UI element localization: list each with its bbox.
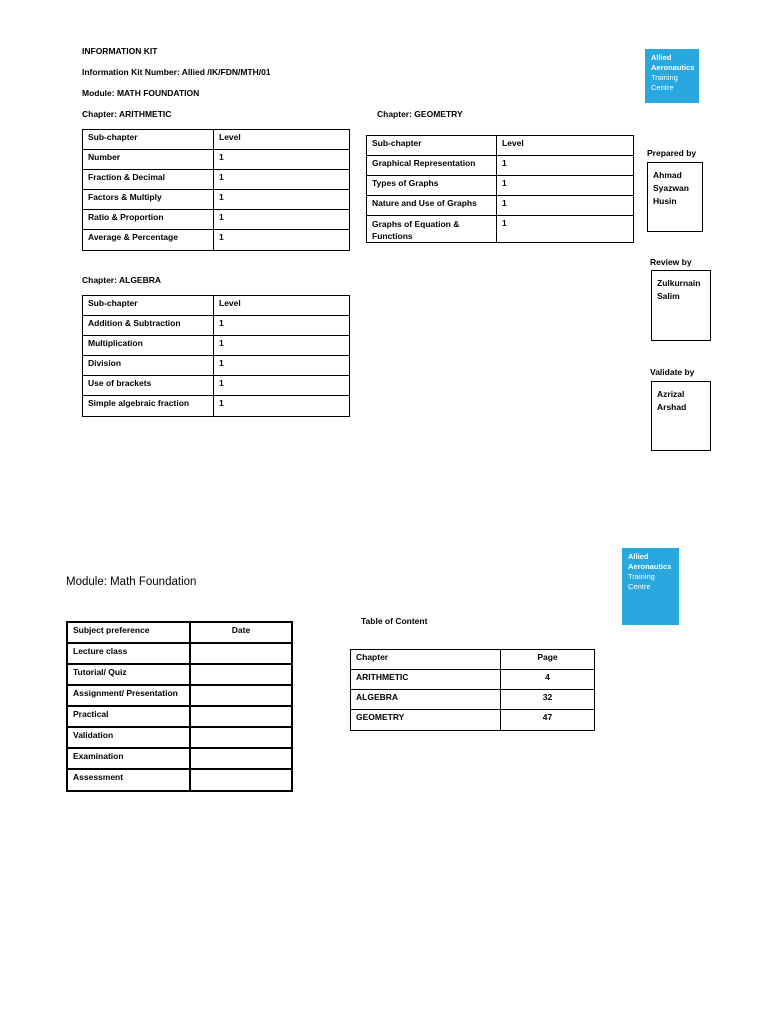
date-cell bbox=[190, 643, 292, 664]
review-by-box: Zulkurnain Salim bbox=[651, 270, 711, 341]
arithmetic-heading: Chapter: ARITHMETIC bbox=[82, 109, 172, 119]
table-row bbox=[83, 376, 350, 396]
col-header-level: Level bbox=[497, 136, 634, 156]
level-cell: 1 bbox=[214, 376, 350, 396]
level-cell: 1 bbox=[497, 176, 634, 196]
page-cell: 32 bbox=[501, 690, 595, 710]
col-header-chapter: Chapter bbox=[351, 650, 501, 670]
level-cell: 1 bbox=[214, 150, 350, 170]
sub-chapter-cell: Addition & Subtraction bbox=[83, 316, 214, 336]
date-cell bbox=[190, 769, 292, 791]
col-header-level: Level bbox=[214, 130, 350, 150]
geometry-heading: Chapter: GEOMETRY bbox=[377, 109, 463, 119]
table-row bbox=[351, 710, 595, 731]
document-title: INFORMATION KIT bbox=[82, 46, 158, 56]
toc-table bbox=[350, 649, 595, 731]
page-cell: 47 bbox=[501, 710, 595, 731]
table-row bbox=[83, 170, 350, 190]
subject-cell: Practical bbox=[67, 706, 190, 727]
col-header-sub: Sub-chapter bbox=[83, 130, 214, 150]
subject-cell: Assessment bbox=[67, 769, 190, 791]
sub-chapter-cell: Simple algebraic fraction bbox=[83, 396, 214, 417]
arithmetic-table bbox=[82, 129, 350, 251]
date-cell bbox=[190, 748, 292, 769]
sub-chapter-cell: Nature and Use of Graphs bbox=[367, 196, 497, 216]
table-row bbox=[67, 706, 292, 727]
level-cell: 1 bbox=[214, 356, 350, 376]
sub-chapter-cell: Number bbox=[83, 150, 214, 170]
table-row bbox=[83, 336, 350, 356]
chapter-cell: ALGEBRA bbox=[351, 690, 501, 710]
subject-cell: Examination bbox=[67, 748, 190, 769]
date-cell bbox=[190, 685, 292, 706]
prepared-by-label: Prepared by bbox=[647, 148, 697, 158]
col-header-page: Page bbox=[501, 650, 595, 670]
subject-cell: Tutorial/ Quiz bbox=[67, 664, 190, 685]
sub-chapter-cell: Use of brackets bbox=[83, 376, 214, 396]
col-header-date: Date bbox=[190, 622, 292, 643]
geometry-table bbox=[366, 135, 634, 243]
date-cell bbox=[190, 664, 292, 685]
col-header-level: Level bbox=[214, 296, 350, 316]
level-cell: 1 bbox=[497, 156, 634, 176]
table-row bbox=[367, 216, 634, 243]
table-row bbox=[67, 748, 292, 769]
table-row bbox=[83, 356, 350, 376]
allied-logo: Allied Aeronautics Training Centre bbox=[645, 49, 699, 103]
module-title: Module: Math Foundation bbox=[66, 576, 197, 588]
col-header-subject: Subject preference bbox=[67, 622, 190, 643]
chapter-cell: GEOMETRY bbox=[351, 710, 501, 731]
kit-number: Information Kit Number: Allied /IK/FDN/MTH/01 bbox=[82, 67, 271, 77]
level-cell: 1 bbox=[214, 396, 350, 417]
algebra-heading: Chapter: ALGEBRA bbox=[82, 275, 162, 285]
table-row bbox=[67, 769, 292, 791]
level-cell: 1 bbox=[497, 216, 634, 243]
table-row bbox=[83, 396, 350, 417]
subject-cell: Validation bbox=[67, 727, 190, 748]
validate-by-box: Azrizal Arshad bbox=[651, 381, 711, 451]
table-row bbox=[351, 670, 595, 690]
level-cell: 1 bbox=[214, 316, 350, 336]
level-cell: 1 bbox=[214, 210, 350, 230]
review-by-label: Review by bbox=[650, 257, 692, 267]
module-label: Module: MATH FOUNDATION bbox=[82, 88, 200, 98]
sub-chapter-cell: Graphical Representation bbox=[367, 156, 497, 176]
validate-by-label: Validate by bbox=[650, 367, 695, 377]
sub-chapter-cell: Graphs of Equation & Functions bbox=[367, 216, 497, 243]
table-row bbox=[83, 316, 350, 336]
table-row bbox=[67, 685, 292, 706]
col-header-sub: Sub-chapter bbox=[367, 136, 497, 156]
table-row bbox=[83, 210, 350, 230]
table-row bbox=[67, 643, 292, 664]
allied-logo: Allied Aeronautics Training Centre bbox=[622, 548, 679, 625]
sub-chapter-cell: Average & Percentage bbox=[83, 230, 214, 251]
toc-heading: Table of Content bbox=[361, 616, 428, 626]
table-row bbox=[67, 664, 292, 685]
sub-chapter-cell: Types of Graphs bbox=[367, 176, 497, 196]
subject-cell: Lecture class bbox=[67, 643, 190, 664]
sub-chapter-cell: Multiplication bbox=[83, 336, 214, 356]
sub-chapter-cell: Factors & Multiply bbox=[83, 190, 214, 210]
date-cell bbox=[190, 706, 292, 727]
table-row bbox=[83, 190, 350, 210]
table-row bbox=[351, 690, 595, 710]
table-row bbox=[367, 156, 634, 176]
table-row bbox=[83, 150, 350, 170]
col-header-sub: Sub-chapter bbox=[83, 296, 214, 316]
algebra-table bbox=[82, 295, 350, 417]
table-row bbox=[67, 727, 292, 748]
table-row bbox=[367, 176, 634, 196]
page-cell: 4 bbox=[501, 670, 595, 690]
date-cell bbox=[190, 727, 292, 748]
subject-preference-table bbox=[66, 621, 293, 792]
sub-chapter-cell: Ratio & Proportion bbox=[83, 210, 214, 230]
level-cell: 1 bbox=[214, 230, 350, 251]
subject-cell: Assignment/ Presentation bbox=[67, 685, 190, 706]
sub-chapter-cell: Fraction & Decimal bbox=[83, 170, 214, 190]
level-cell: 1 bbox=[214, 190, 350, 210]
level-cell: 1 bbox=[214, 336, 350, 356]
level-cell: 1 bbox=[497, 196, 634, 216]
prepared-by-box: Ahmad Syazwan Husin bbox=[647, 162, 703, 232]
table-row bbox=[83, 230, 350, 251]
sub-chapter-cell: Division bbox=[83, 356, 214, 376]
table-row bbox=[367, 196, 634, 216]
level-cell: 1 bbox=[214, 170, 350, 190]
chapter-cell: ARITHMETIC bbox=[351, 670, 501, 690]
